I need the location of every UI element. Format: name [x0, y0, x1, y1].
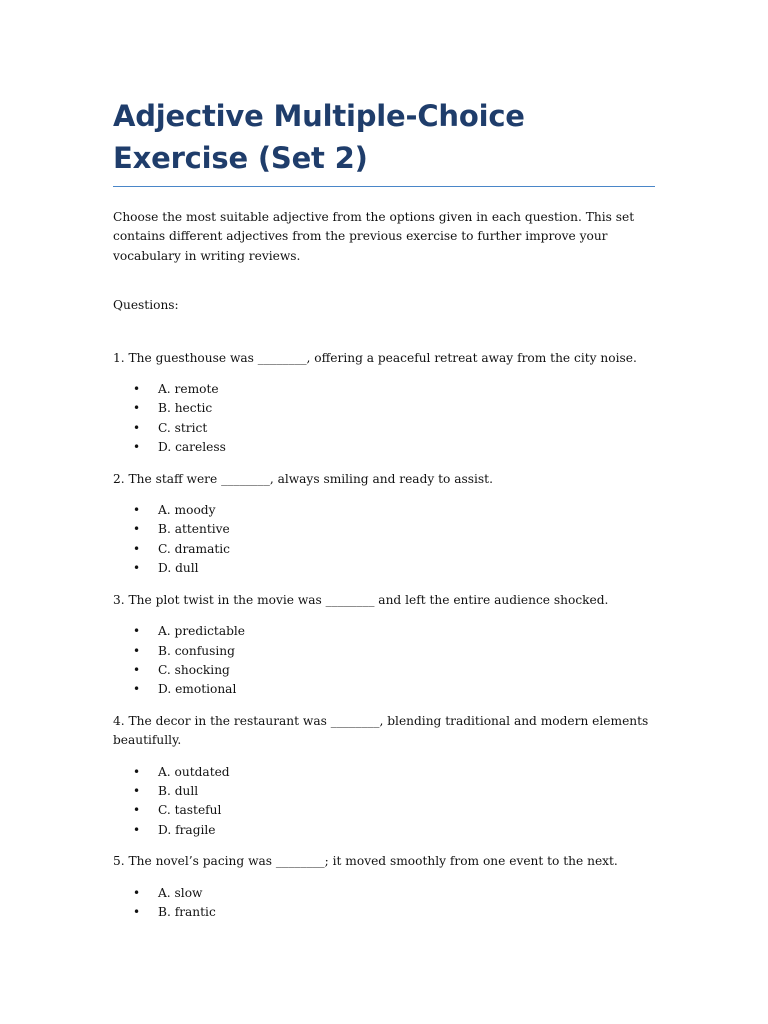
option-label: A. moody: [158, 503, 216, 518]
option-label: C. tasteful: [158, 803, 222, 818]
bullet-icon: •: [133, 624, 141, 639]
option-label: D. careless: [158, 440, 226, 455]
option-item: [113, 801, 655, 820]
question-text: 3. The plot twist in the movie was ________ and left the entire audience shocked.: [113, 592, 609, 607]
options-list: [113, 501, 655, 579]
option-item: [113, 419, 655, 438]
option-label: D. dull: [158, 561, 199, 576]
bullet-icon: •: [133, 541, 141, 556]
bullet-icon: •: [133, 440, 141, 455]
bullet-icon: •: [133, 420, 141, 435]
question-text: 2. The staff were ________, always smiling and ready to assist.: [113, 471, 493, 486]
option-item: [113, 559, 655, 578]
bullet-icon: •: [133, 662, 141, 677]
option-item: [113, 622, 655, 641]
option-label: B. attentive: [158, 522, 230, 537]
option-label: B. hectic: [158, 401, 213, 416]
option-item: [113, 763, 655, 782]
option-item: [113, 884, 655, 903]
bullet-icon: •: [133, 382, 141, 397]
bullet-icon: •: [133, 764, 141, 779]
bullet-icon: •: [133, 682, 141, 697]
option-item: [113, 821, 655, 840]
questions-label: Questions:: [113, 298, 179, 313]
bullet-icon: •: [133, 783, 141, 798]
option-label: A. predictable: [158, 624, 245, 639]
options-list: [113, 884, 655, 923]
option-label: C. strict: [158, 420, 208, 435]
option-label: A. remote: [158, 382, 219, 397]
option-item: [113, 782, 655, 801]
option-item: [113, 642, 655, 661]
intro-paragraph: Choose the most suitable adjective from the options given in each question. This set contains different adjectives from the previous exercise to further improve your vocabulary in writing reviews.: [113, 210, 635, 263]
question-text: 1. The guesthouse was ________, offering a peaceful retreat away from the city noise.: [113, 350, 637, 365]
option-label: B. confusing: [158, 643, 235, 658]
option-item: [113, 438, 655, 457]
option-label: B. frantic: [158, 904, 216, 919]
bullet-icon: •: [133, 885, 141, 900]
option-item: [113, 399, 655, 418]
option-item: [113, 501, 655, 520]
bullet-icon: •: [133, 822, 141, 837]
option-item: [113, 680, 655, 699]
question-text: 5. The novel’s pacing was ________; it moved smoothly from one event to the next.: [113, 854, 618, 869]
option-label: A. slow: [158, 885, 203, 900]
bullet-icon: •: [133, 643, 141, 658]
bullet-icon: •: [133, 401, 141, 416]
question-text: 4. The decor in the restaurant was ________, blending traditional and modern elements beautifully.: [113, 713, 649, 748]
document-title: Adjective Multiple-Choice Exercise (Set 2): [113, 95, 655, 187]
bullet-icon: •: [133, 561, 141, 576]
bullet-icon: •: [133, 803, 141, 818]
bullet-icon: •: [133, 503, 141, 518]
option-label: D. fragile: [158, 822, 216, 837]
option-label: D. emotional: [158, 682, 237, 697]
option-label: C. dramatic: [158, 541, 230, 556]
option-label: A. outdated: [158, 764, 230, 779]
options-list: [113, 380, 655, 458]
option-item: [113, 540, 655, 559]
options-list: [113, 763, 655, 841]
option-item: [113, 661, 655, 680]
option-item: [113, 520, 655, 539]
option-label: C. shocking: [158, 662, 230, 677]
bullet-icon: •: [133, 904, 141, 919]
option-item: [113, 380, 655, 399]
options-list: [113, 622, 655, 700]
bullet-icon: •: [133, 522, 141, 537]
option-item: [113, 903, 655, 922]
option-label: B. dull: [158, 783, 199, 798]
